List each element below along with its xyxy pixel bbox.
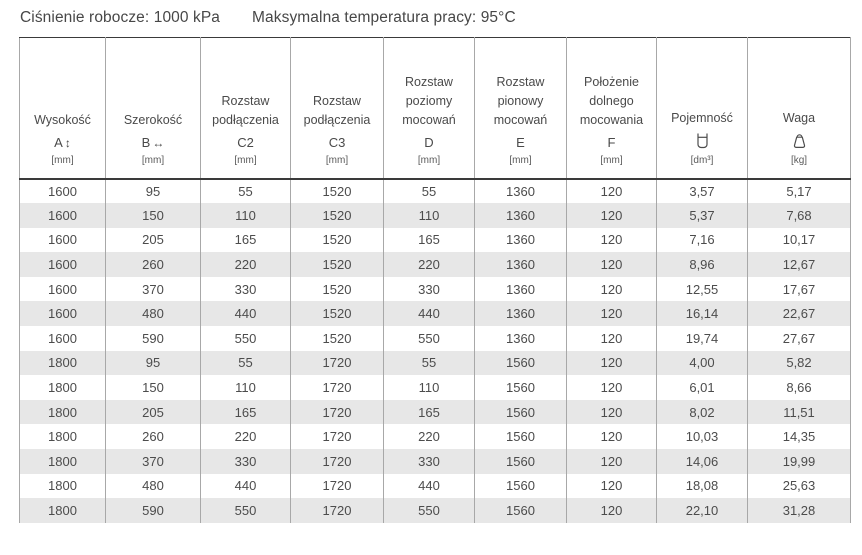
cell-szerokosc-b: 590 [106,326,201,351]
cell-polozenie-dolnego-mocowania-f: 120 [567,498,657,523]
cell-wysokosc-a: 1800 [20,375,106,400]
cell-polozenie-dolnego-mocowania-f: 120 [567,301,657,326]
cell-wysokosc-a: 1600 [20,228,106,253]
cell-wysokosc-a: 1600 [20,179,106,204]
cell-rozstaw-poziomy-mocowan-d: 440 [384,301,475,326]
cell-wysokosc-a: 1800 [20,474,106,499]
table-row [20,375,851,400]
cell-rozstaw-podlaczenia-c3: 1720 [291,498,384,523]
dimension-letter: B [141,134,151,150]
horizontal-arrow-icon: ↔ [152,135,165,150]
cell-rozstaw-pionowy-mocowan-e: 1560 [475,449,567,474]
cell-polozenie-dolnego-mocowania-f: 120 [567,400,657,425]
cell-rozstaw-poziomy-mocowan-d: 55 [384,179,475,204]
cell-rozstaw-podlaczenia-c3: 1720 [291,449,384,474]
table-row [20,203,851,228]
cell-pojemnosc: 8,96 [657,252,748,277]
table-row [20,179,851,204]
table-row [20,498,851,523]
cell-waga: 11,51 [748,400,851,425]
dimension-letter: A [54,134,63,150]
cell-rozstaw-podlaczenia-c3: 1520 [291,228,384,253]
cell-rozstaw-podlaczenia-c3: 1720 [291,400,384,425]
cell-rozstaw-pionowy-mocowan-e: 1360 [475,252,567,277]
column-dimension-letter [207,135,284,151]
cell-wysokosc-a: 1600 [20,277,106,302]
cell-waga: 31,28 [748,498,851,523]
cell-rozstaw-podlaczenia-c2: 110 [201,203,291,228]
cell-rozstaw-podlaczenia-c2: 550 [201,498,291,523]
cell-rozstaw-pionowy-mocowan-e: 1560 [475,400,567,425]
cell-rozstaw-pionowy-mocowan-e: 1360 [475,179,567,204]
cell-szerokosc-b: 205 [106,228,201,253]
column-unit: [mm] [600,154,623,166]
table-row [20,228,851,253]
column-title: Pojemność [671,110,733,125]
cell-rozstaw-podlaczenia-c2: 55 [201,179,291,204]
cell-rozstaw-podlaczenia-c2: 440 [201,474,291,499]
header-row [20,38,851,179]
column-dimension-letter [573,135,650,151]
cell-polozenie-dolnego-mocowania-f: 120 [567,351,657,376]
cell-rozstaw-poziomy-mocowan-d: 220 [384,252,475,277]
dimension-letter: F [607,134,616,150]
cell-rozstaw-poziomy-mocowan-d: 550 [384,326,475,351]
cell-szerokosc-b: 260 [106,424,201,449]
table-row [20,424,851,449]
cell-szerokosc-b: 150 [106,375,201,400]
column-unit: [dm³] [690,154,714,166]
cell-polozenie-dolnego-mocowania-f: 120 [567,277,657,302]
cell-wysokosc-a: 1600 [20,326,106,351]
cell-rozstaw-pionowy-mocowan-e: 1560 [475,474,567,499]
column-header-polozenie-dolnego-mocowania-f [567,38,657,179]
cell-pojemnosc: 5,37 [657,203,748,228]
column-header-rozstaw-pionowy-mocowan-e [475,38,567,179]
cell-pojemnosc: 12,55 [657,277,748,302]
cell-pojemnosc: 7,16 [657,228,748,253]
working-pressure-label: Ciśnienie robocze: 1000 kPa [20,9,221,26]
table-row [20,474,851,499]
column-title: Rozstaw podłączenia [303,93,371,127]
cell-polozenie-dolnego-mocowania-f: 120 [567,179,657,204]
column-dimension-letter [112,135,194,151]
table-row [20,277,851,302]
cell-rozstaw-podlaczenia-c2: 330 [201,277,291,302]
cell-pojemnosc: 8,02 [657,400,748,425]
cell-rozstaw-podlaczenia-c2: 220 [201,252,291,277]
dimension-letter: D [424,134,434,150]
cell-szerokosc-b: 590 [106,498,201,523]
cell-rozstaw-podlaczenia-c3: 1520 [291,326,384,351]
cell-rozstaw-podlaczenia-c3: 1520 [291,277,384,302]
cell-rozstaw-podlaczenia-c3: 1720 [291,351,384,376]
cell-waga: 5,17 [748,179,851,204]
cell-wysokosc-a: 1600 [20,301,106,326]
cell-rozstaw-poziomy-mocowan-d: 110 [384,203,475,228]
cell-szerokosc-b: 205 [106,400,201,425]
cell-rozstaw-podlaczenia-c2: 550 [201,326,291,351]
column-unit: [mm] [509,154,532,166]
column-title: Rozstaw pionowy mocowań [493,74,548,127]
table-row [20,351,851,376]
column-header-wysokosc-a [20,38,106,179]
cell-szerokosc-b: 480 [106,301,201,326]
cell-rozstaw-podlaczenia-c3: 1520 [291,252,384,277]
cell-waga: 10,17 [748,228,851,253]
column-unit: [mm] [234,154,257,166]
cell-rozstaw-poziomy-mocowan-d: 330 [384,449,475,474]
cell-waga: 7,68 [748,203,851,228]
cell-pojemnosc: 3,57 [657,179,748,204]
cell-waga: 14,35 [748,424,851,449]
cell-rozstaw-podlaczenia-c2: 440 [201,301,291,326]
cell-szerokosc-b: 370 [106,277,201,302]
cell-rozstaw-poziomy-mocowan-d: 220 [384,424,475,449]
table-row [20,449,851,474]
weight-icon [754,132,844,151]
cell-rozstaw-podlaczenia-c2: 55 [201,351,291,376]
cell-rozstaw-poziomy-mocowan-d: 550 [384,498,475,523]
cell-waga: 27,67 [748,326,851,351]
cell-rozstaw-poziomy-mocowan-d: 330 [384,277,475,302]
cell-rozstaw-poziomy-mocowan-d: 165 [384,400,475,425]
column-header-waga [748,38,851,179]
cell-pojemnosc: 16,14 [657,301,748,326]
cell-wysokosc-a: 1600 [20,252,106,277]
column-unit: [mm] [417,154,441,166]
cell-polozenie-dolnego-mocowania-f: 120 [567,203,657,228]
cell-rozstaw-poziomy-mocowan-d: 55 [384,351,475,376]
cell-wysokosc-a: 1800 [20,498,106,523]
table-row [20,326,851,351]
cell-szerokosc-b: 370 [106,449,201,474]
dimension-letter: E [516,134,525,150]
cell-rozstaw-podlaczenia-c3: 1520 [291,179,384,204]
cell-rozstaw-podlaczenia-c3: 1720 [291,424,384,449]
table-row [20,252,851,277]
cell-rozstaw-podlaczenia-c2: 330 [201,449,291,474]
cell-polozenie-dolnego-mocowania-f: 120 [567,474,657,499]
cell-pojemnosc: 14,06 [657,449,748,474]
column-dimension-letter [26,135,99,151]
column-unit: [mm] [141,154,165,166]
cell-rozstaw-podlaczenia-c2: 220 [201,424,291,449]
dimension-letter: C3 [328,134,346,150]
column-dimension-letter [297,135,377,151]
cell-rozstaw-podlaczenia-c2: 165 [201,400,291,425]
cell-wysokosc-a: 1800 [20,424,106,449]
cell-rozstaw-pionowy-mocowan-e: 1560 [475,351,567,376]
cell-rozstaw-poziomy-mocowan-d: 440 [384,474,475,499]
column-header-rozstaw-poziomy-mocowan-d [384,38,475,179]
cell-wysokosc-a: 1600 [20,203,106,228]
spec-summary [0,0,862,27]
capacity-icon [663,132,741,151]
cell-rozstaw-pionowy-mocowan-e: 1360 [475,203,567,228]
cell-szerokosc-b: 260 [106,252,201,277]
cell-polozenie-dolnego-mocowania-f: 120 [567,424,657,449]
cell-rozstaw-podlaczenia-c3: 1720 [291,474,384,499]
table-row [20,301,851,326]
column-header-szerokosc-b [106,38,201,179]
cell-polozenie-dolnego-mocowania-f: 120 [567,375,657,400]
cell-szerokosc-b: 95 [106,179,201,204]
cell-waga: 12,67 [748,252,851,277]
cell-pojemnosc: 4,00 [657,351,748,376]
cell-polozenie-dolnego-mocowania-f: 120 [567,326,657,351]
column-header-rozstaw-podlaczenia-c3 [291,38,384,179]
cell-wysokosc-a: 1800 [20,449,106,474]
cell-polozenie-dolnego-mocowania-f: 120 [567,449,657,474]
column-title: Szerokość [123,112,183,127]
table-row [20,400,851,425]
column-dimension-letter [390,135,468,151]
cell-pojemnosc: 22,10 [657,498,748,523]
column-title: Waga [782,110,816,125]
cell-rozstaw-pionowy-mocowan-e: 1360 [475,228,567,253]
cell-waga: 8,66 [748,375,851,400]
cell-wysokosc-a: 1800 [20,351,106,376]
cell-rozstaw-podlaczenia-c2: 165 [201,228,291,253]
cell-polozenie-dolnego-mocowania-f: 120 [567,252,657,277]
cell-waga: 19,99 [748,449,851,474]
cell-pojemnosc: 6,01 [657,375,748,400]
cell-pojemnosc: 10,03 [657,424,748,449]
cell-rozstaw-pionowy-mocowan-e: 1560 [475,375,567,400]
column-header-pojemnosc [657,38,748,179]
cell-rozstaw-pionowy-mocowan-e: 1360 [475,301,567,326]
cell-rozstaw-pionowy-mocowan-e: 1560 [475,424,567,449]
cell-rozstaw-podlaczenia-c3: 1520 [291,203,384,228]
cell-pojemnosc: 18,08 [657,474,748,499]
cell-rozstaw-podlaczenia-c3: 1720 [291,375,384,400]
dimension-letter: C2 [237,134,254,150]
cell-rozstaw-podlaczenia-c3: 1520 [291,301,384,326]
column-unit: [mm] [325,154,349,166]
column-header-rozstaw-podlaczenia-c2 [201,38,291,179]
cell-waga: 17,67 [748,277,851,302]
vertical-arrow-icon: ↕ [64,135,71,150]
cell-rozstaw-pionowy-mocowan-e: 1560 [475,498,567,523]
max-temperature-label: Maksymalna temperatura pracy: 95°C [252,9,516,26]
cell-polozenie-dolnego-mocowania-f: 120 [567,228,657,253]
cell-rozstaw-pionowy-mocowan-e: 1360 [475,277,567,302]
column-unit: [mm] [51,154,74,166]
cell-waga: 25,63 [748,474,851,499]
cell-rozstaw-poziomy-mocowan-d: 165 [384,228,475,253]
column-title: Wysokość [34,112,91,127]
column-title: Położenie dolnego mocowania [579,74,644,127]
cell-szerokosc-b: 480 [106,474,201,499]
cell-waga: 22,67 [748,301,851,326]
cell-rozstaw-poziomy-mocowan-d: 110 [384,375,475,400]
cell-szerokosc-b: 150 [106,203,201,228]
cell-waga: 5,82 [748,351,851,376]
column-unit: [kg] [790,154,808,166]
column-dimension-letter [481,135,560,151]
cell-szerokosc-b: 95 [106,351,201,376]
column-title: Rozstaw poziomy mocowań [402,74,456,127]
cell-pojemnosc: 19,74 [657,326,748,351]
cell-rozstaw-podlaczenia-c2: 110 [201,375,291,400]
column-title: Rozstaw podłączenia [212,93,279,127]
cell-rozstaw-pionowy-mocowan-e: 1360 [475,326,567,351]
cell-wysokosc-a: 1800 [20,400,106,425]
dimensions-table [19,37,851,523]
